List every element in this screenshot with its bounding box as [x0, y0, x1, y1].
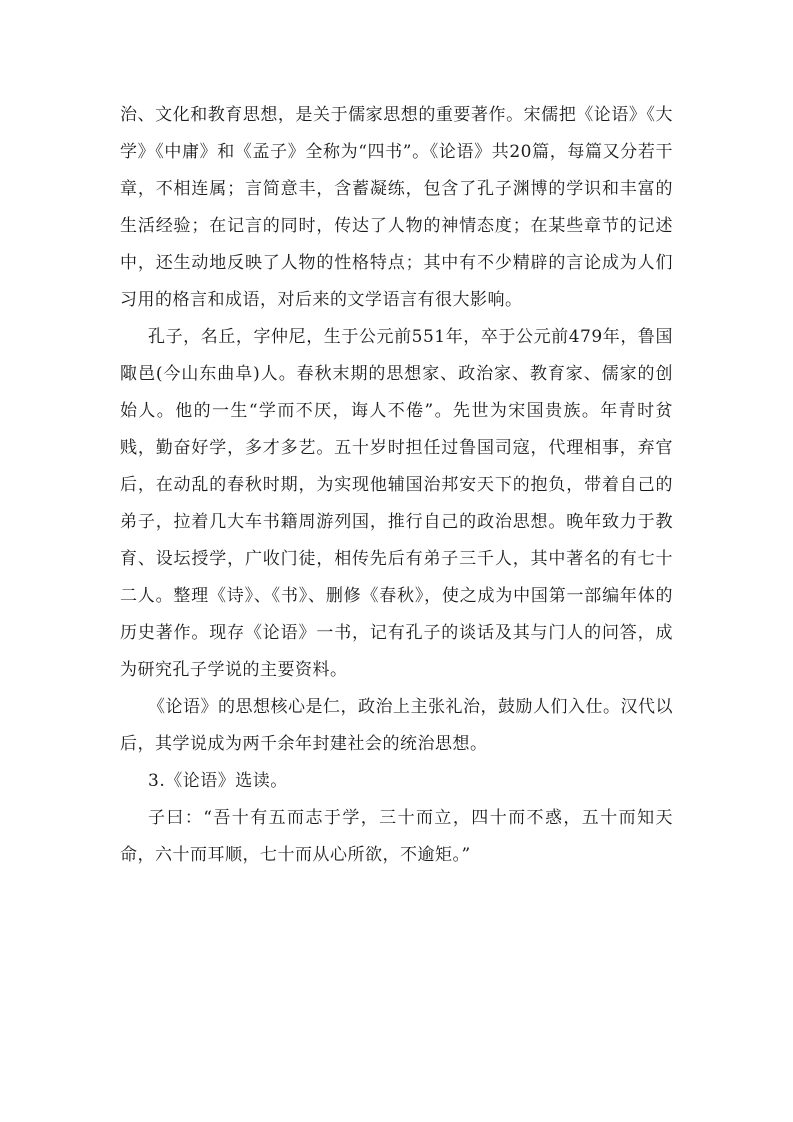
paragraph-intro: 治、文化和教育思想，是关于儒家思想的重要著作。宋儒把《论语》《大学》《中庸》和《孟子》全称为“四书”。《论语》共20篇，每篇又分若干章，不相连属；言简意丰，含蓄凝练，包含了孔子渊博的学识和丰富的生活经验；在记言的同时，传达了人物的神情态度；在某些章节的记述中，还生动地反映了人物的性格特点；其中有不少精辟的言论成为人们习用的格言和成语，对后来的文学语言有很大影响。: [120, 105, 673, 310]
paragraph-confucius-bio: 孔子，名丘，字仲尼，生于公元前551年，卒于公元前479年，鲁国陬邑(今山东曲阜)人。春秋末期的思想家、政治家、教育家、儒家的创始人。他的一生“学而不厌，诲人不倦”。先世为宋国贵族。年青时贫贱，勤奋好学，多才多艺。五十岁时担任过鲁国司寇，代理相事，弃官后，在动乱的春秋时期，为实现他辅国治邦安天下的抱负，带着自己的弟子，拉着几大车书籍周游列国，推行自己的政治思想。晚年致力于教育、设坛授学，广收门徒，相传先后有弟子三千人，其中著名的有七十二人。整理《诗》、《书》、删修《春秋》，使之成为中国第一部编年体的历史著作。现存《论语》一书，记有孔子的谈话及其与门人的问答，成为研究孔子学说的主要资料。: [120, 327, 673, 680]
section-heading: 3.《论语》选读。: [148, 771, 288, 791]
paragraph-quote: 子曰：“吾十有五而志于学，三十而立，四十而不惑，五十而知天命，六十而耳顺，七十而从心所欲，不逾矩。”: [120, 808, 673, 865]
paragraph-core-thought: 《论语》的思想核心是仁，政治上主张礼治，鼓励人们入仕。汉代以后，其学说成为两千余年封建社会的统治思想。: [120, 697, 673, 754]
document-page: [120, 97, 673, 874]
